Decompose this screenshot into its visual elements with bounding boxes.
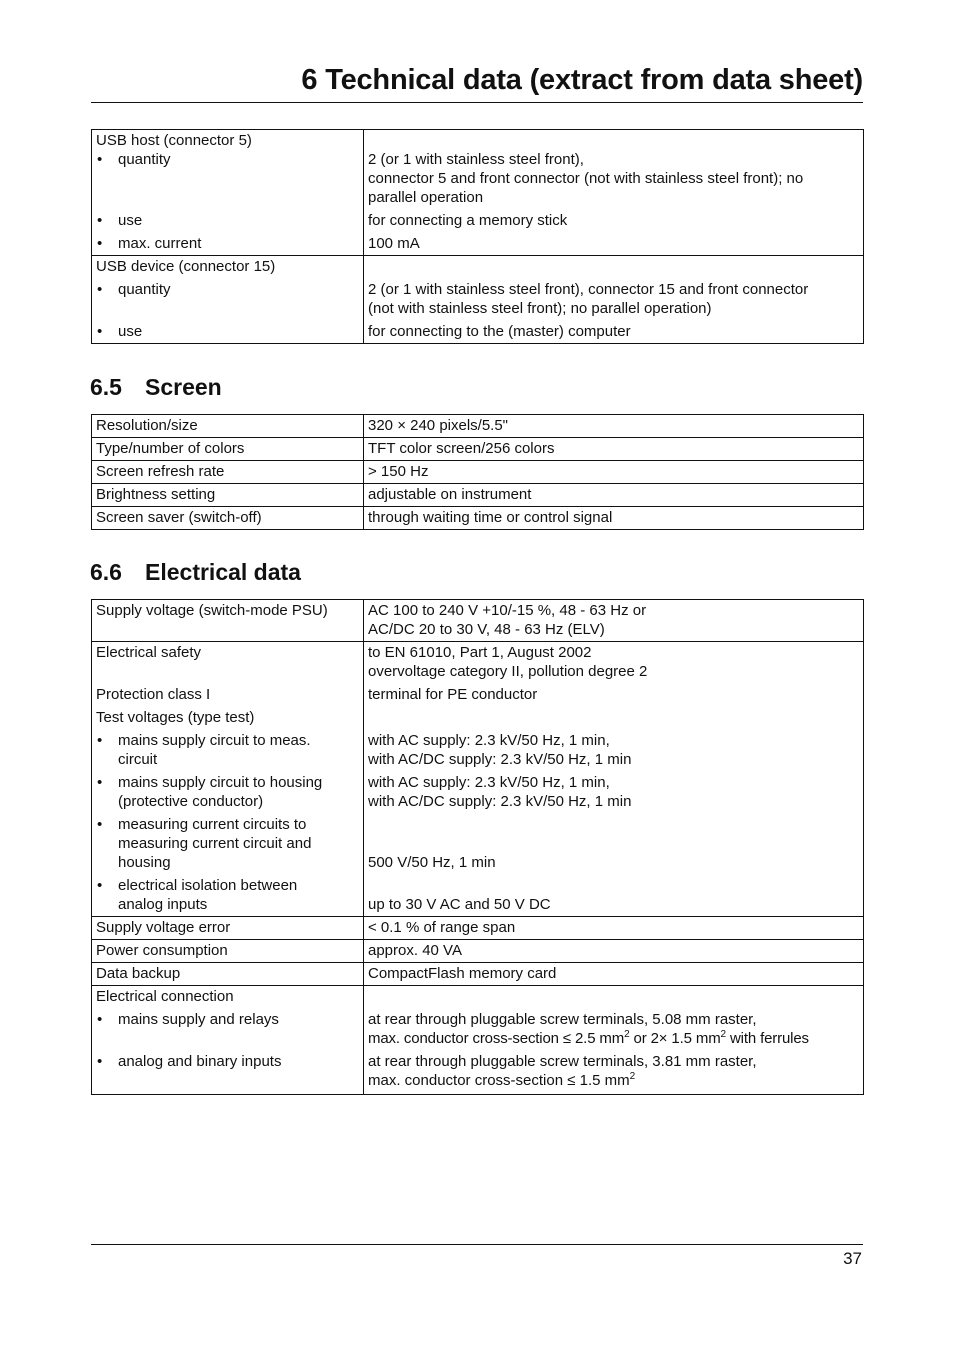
electrical-safety-label-cell xyxy=(92,642,364,917)
data-backup-row xyxy=(92,963,864,986)
usb-host-current-value: 100 mA xyxy=(368,235,420,252)
protection-class-value: terminal for PE conductor xyxy=(368,686,538,703)
analog-inputs-value-2 xyxy=(368,1071,861,1090)
screen-row-label: Brightness setting xyxy=(92,484,364,507)
table-row xyxy=(92,484,864,507)
measuring-label-3: housing xyxy=(118,854,171,871)
usb-host-quantity-value-1: 2 (or 1 with stainless steel front), xyxy=(368,151,584,168)
electrical-connection-row xyxy=(92,986,864,1095)
isolation-label xyxy=(96,876,359,914)
table-row xyxy=(92,461,864,484)
mains-relays-value-1: at rear through pluggable screw terminals, 5.08 mm raster, xyxy=(368,1011,757,1028)
chapter-title: 6 Technical data (extract from data sheet) xyxy=(301,64,863,96)
electrical-safety-label: Electrical safety xyxy=(96,644,202,661)
electrical-section-title: Electrical data xyxy=(145,559,301,585)
usb-device-use-value: for connecting to the (master) computer xyxy=(368,323,631,340)
mains-housing-label-1: • mains supply circuit to housing xyxy=(118,774,323,791)
usb-host-title: USB host (connector 5) xyxy=(96,132,252,149)
mains-housing-value-1: with AC supply: 2.3 kV/50 Hz, 1 min, xyxy=(368,774,610,791)
usb-device-label-cell xyxy=(92,256,364,344)
test-voltages-label: Test voltages (type test) xyxy=(96,709,255,726)
power-consumption-label: Power consumption xyxy=(92,940,364,963)
screen-row-label: Type/number of colors xyxy=(92,438,364,461)
screen-row-value: adjustable on instrument xyxy=(364,484,864,507)
data-backup-value: CompactFlash memory card xyxy=(364,963,864,986)
measuring-circuits-label xyxy=(96,815,359,872)
screen-row-label: Resolution/size xyxy=(92,415,364,438)
screen-row-value: TFT color screen/256 colors xyxy=(364,438,864,461)
usb-host-current-label: • max. current xyxy=(96,234,359,253)
superscript-2: 2 xyxy=(624,1029,630,1040)
page-number: 37 xyxy=(843,1249,862,1268)
table-row xyxy=(92,415,864,438)
mains-relays-value-2b: or 2× 1.5 mm xyxy=(629,1030,721,1047)
usb-device-quantity-value-2: (not with stainless steel front); no parallel operation) xyxy=(368,300,712,317)
usb-host-label-cell xyxy=(92,130,364,256)
screen-section-heading xyxy=(90,374,222,401)
electrical-section-heading xyxy=(90,559,301,586)
analog-inputs-label: • analog and binary inputs xyxy=(96,1052,359,1071)
screen-row-label: Screen refresh rate xyxy=(92,461,364,484)
electrical-safety-row xyxy=(92,642,864,917)
screen-row-value: through waiting time or control signal xyxy=(364,507,864,530)
usb-host-quantity-value-3: parallel operation xyxy=(368,189,484,206)
usb-host-use-value: for connecting a memory stick xyxy=(368,212,568,229)
usb-device-title: USB device (connector 15) xyxy=(96,258,276,275)
measuring-label-2: measuring current circuit and xyxy=(118,835,312,852)
isolation-value: up to 30 V AC and 50 V DC xyxy=(368,896,551,913)
mains-meas-value-1: with AC supply: 2.3 kV/50 Hz, 1 min, xyxy=(368,732,610,749)
usb-host-quantity-label: • quantity xyxy=(96,150,359,169)
usb-host-quantity-value-2: connector 5 and front connector (not with stainless steel front); no xyxy=(368,170,804,187)
supply-voltage-label: Supply voltage (switch-mode PSU) xyxy=(92,600,364,642)
analog-inputs-value-2-text: max. conductor cross-section ≤ 1.5 mm xyxy=(368,1072,630,1089)
protection-class-label: Protection class I xyxy=(96,686,211,703)
electrical-safety-value-2: overvoltage category II, pollution degree 2 xyxy=(368,663,648,680)
mains-relays-label: • mains supply and relays xyxy=(96,1010,359,1029)
mains-meas-label-2: circuit xyxy=(118,751,158,768)
electrical-connection-label-cell xyxy=(92,986,364,1095)
table-row xyxy=(92,438,864,461)
table-row xyxy=(92,507,864,530)
superscript-2: 2 xyxy=(720,1029,726,1040)
supply-voltage-row xyxy=(92,600,864,642)
title-rule xyxy=(91,102,863,103)
isolation-label-2: analog inputs xyxy=(118,896,208,913)
supply-error-row xyxy=(92,917,864,940)
superscript-2: 2 xyxy=(629,1071,636,1082)
supply-error-label: Supply voltage error xyxy=(92,917,364,940)
usb-device-quantity-label: • quantity xyxy=(96,280,359,299)
screen-section-title: Screen xyxy=(145,374,222,400)
usb-host-use-label: • use xyxy=(96,211,359,230)
usb-table xyxy=(91,129,864,344)
analog-inputs-value-1: at rear through pluggable screw terminals, 3.81 mm raster, xyxy=(368,1053,757,1070)
supply-voltage-value-2: AC/DC 20 to 30 V, 48 - 63 Hz (ELV) xyxy=(368,621,605,638)
mains-housing-label xyxy=(96,773,359,811)
usb-device-value-cell xyxy=(364,256,864,344)
supply-voltage-value-cell xyxy=(364,600,864,642)
electrical-connection-value-cell xyxy=(364,986,864,1095)
screen-table xyxy=(91,414,864,530)
electrical-section-number: 6.6 xyxy=(90,559,122,585)
electrical-safety-value-cell xyxy=(364,642,864,917)
usb-host-row xyxy=(92,130,864,256)
mains-relays-value-2a: max. conductor cross-section ≤ 2.5 mm xyxy=(368,1030,625,1047)
data-backup-label: Data backup xyxy=(92,963,364,986)
usb-host-value-cell xyxy=(364,130,864,256)
mains-relays-value-2c: with ferrules xyxy=(725,1030,809,1047)
electrical-table xyxy=(91,599,864,1095)
power-consumption-row xyxy=(92,940,864,963)
supply-error-value: < 0.1 % of range span xyxy=(364,917,864,940)
mains-meas-value-2: with AC/DC supply: 2.3 kV/50 Hz, 1 min xyxy=(368,751,632,768)
mains-meas-label xyxy=(96,731,359,769)
mains-meas-label-1: • mains supply circuit to meas. xyxy=(118,732,311,749)
supply-voltage-value-1: AC 100 to 240 V +10/-15 %, 48 - 63 Hz or xyxy=(368,602,647,619)
usb-device-quantity-value-1: 2 (or 1 with stainless steel front), connector 15 and front connector xyxy=(368,281,809,298)
usb-device-use-label: • use xyxy=(96,322,359,341)
isolation-label-1: • electrical isolation between xyxy=(118,877,298,894)
mains-housing-label-2: (protective conductor) xyxy=(118,793,264,810)
screen-row-value: > 150 Hz xyxy=(364,461,864,484)
power-consumption-value: approx. 40 VA xyxy=(364,940,864,963)
mains-relays-value-2 xyxy=(368,1029,861,1048)
electrical-connection-label: Electrical connection xyxy=(96,988,234,1005)
electrical-safety-value-1: to EN 61010, Part 1, August 2002 xyxy=(368,644,592,661)
measuring-value: 500 V/50 Hz, 1 min xyxy=(368,854,496,871)
mains-housing-value-2: with AC/DC supply: 2.3 kV/50 Hz, 1 min xyxy=(368,793,632,810)
screen-row-value: 320 × 240 pixels/5.5" xyxy=(364,415,864,438)
screen-row-label: Screen saver (switch-off) xyxy=(92,507,364,530)
screen-section-number: 6.5 xyxy=(90,374,122,400)
measuring-label-1: • measuring current circuits to xyxy=(118,816,307,833)
footer-rule xyxy=(91,1244,863,1245)
usb-device-row xyxy=(92,256,864,344)
